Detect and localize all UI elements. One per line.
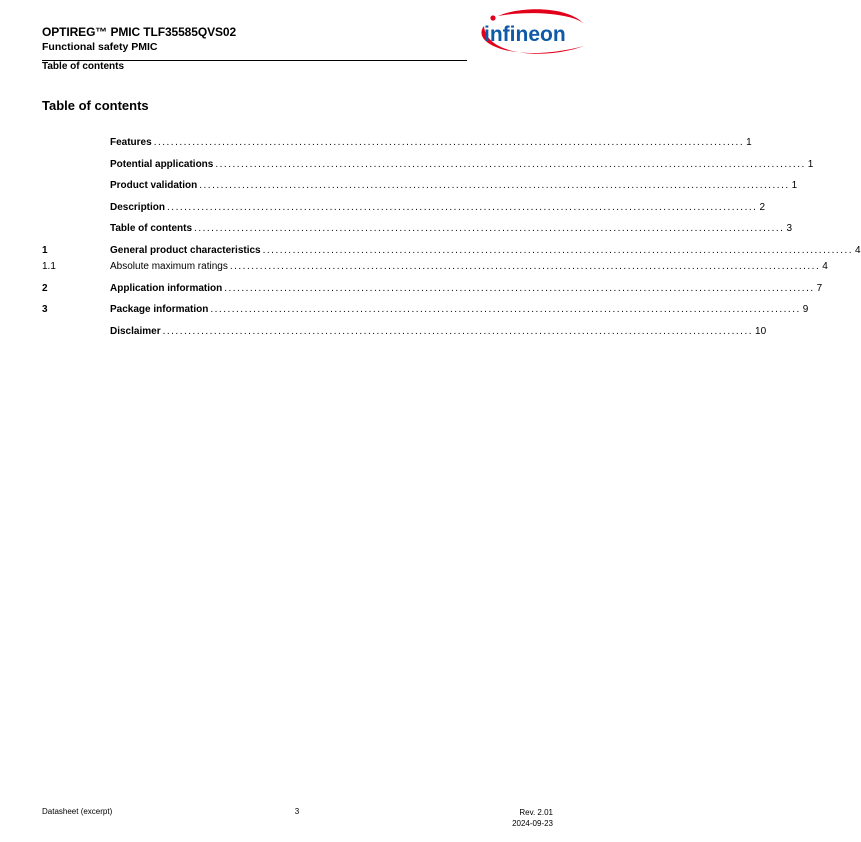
toc-entry-page[interactable]: 3 bbox=[786, 223, 793, 234]
toc-entry-title[interactable]: Features bbox=[110, 137, 152, 148]
toc-entry-line bbox=[110, 202, 765, 213]
footer-document-type: Datasheet (excerpt) bbox=[42, 807, 113, 816]
toc-entry-line bbox=[110, 261, 828, 272]
toc-entry[interactable] bbox=[42, 159, 814, 173]
toc-entry-page[interactable]: 1 bbox=[746, 137, 752, 148]
footer-date: 2024-09-23 bbox=[512, 819, 553, 828]
toc-leader-dots: .......................................................................................................................................... bbox=[194, 223, 785, 234]
toc-leader-dots: .......................................................................................................................................... bbox=[215, 159, 806, 170]
toc-leader-dots: .......................................................................................................................................... bbox=[210, 304, 801, 315]
toc-entry-title[interactable]: General product characteristics bbox=[110, 245, 261, 256]
toc-entry-line bbox=[110, 283, 823, 294]
toc-leader-dots: .......................................................................................................................................... bbox=[224, 283, 815, 294]
toc-entry-line bbox=[110, 326, 767, 337]
toc-entry-title[interactable]: Table of contents bbox=[110, 223, 193, 234]
toc-leader-dots: .......................................................................................................................................... bbox=[229, 261, 821, 272]
footer-revision: Rev. 2.01 bbox=[519, 808, 553, 817]
toc-entry-line bbox=[110, 137, 752, 148]
logo-wordmark: infineon bbox=[484, 23, 566, 46]
toc-entry-title[interactable]: Package information bbox=[110, 304, 209, 315]
toc-entry-number: 2 bbox=[42, 283, 48, 294]
toc-entry-title[interactable]: Disclaimer bbox=[110, 326, 161, 337]
toc-entry-title[interactable]: Absolute maximum ratings bbox=[110, 261, 228, 272]
toc-leader-dots: .......................................................................................................................................... bbox=[167, 202, 758, 213]
toc-leader-dots: .......................................................................................................................................... bbox=[153, 137, 745, 148]
toc-entry-line bbox=[110, 245, 861, 256]
toc-entry-title[interactable]: Application information bbox=[110, 283, 223, 294]
toc-entry-page[interactable]: 4 bbox=[855, 245, 861, 256]
document-title: OPTIREG™ PMIC TLF35585QVS02 bbox=[42, 25, 237, 39]
toc-entry-page[interactable]: 4 bbox=[822, 261, 828, 272]
toc-entry-page[interactable]: 1 bbox=[791, 180, 798, 191]
logo-swoosh-top bbox=[498, 9, 584, 24]
toc-leader-dots: .......................................................................................................................................... bbox=[162, 326, 754, 337]
toc-entry-title[interactable]: Potential applications bbox=[110, 159, 214, 170]
toc-entry-page[interactable]: 2 bbox=[759, 202, 765, 213]
header-section-label: Table of contents bbox=[42, 61, 125, 72]
infineon-logo bbox=[476, 8, 588, 62]
footer-page-number: 3 bbox=[294, 807, 300, 816]
logo-i-dot bbox=[490, 15, 495, 20]
toc-leader-dots: .......................................................................................................................................... bbox=[262, 245, 854, 256]
toc-entry-page[interactable]: 9 bbox=[802, 304, 809, 315]
document-subtitle: Functional safety PMIC bbox=[42, 41, 158, 53]
toc-entry[interactable] bbox=[42, 245, 861, 259]
toc-entry-page[interactable]: 10 bbox=[755, 326, 767, 337]
toc-heading: Table of contents bbox=[42, 98, 149, 113]
toc-entry-number: 1.1 bbox=[42, 261, 56, 272]
toc-entry[interactable] bbox=[42, 304, 809, 318]
toc-entry[interactable] bbox=[42, 261, 828, 275]
toc-entry[interactable] bbox=[42, 283, 823, 297]
footer-revision-block bbox=[512, 807, 553, 829]
toc-entry-line bbox=[110, 159, 814, 170]
toc-entry[interactable] bbox=[42, 223, 793, 237]
toc-entry[interactable] bbox=[42, 180, 798, 194]
toc-entry[interactable] bbox=[42, 326, 767, 340]
toc-entry[interactable] bbox=[42, 137, 752, 151]
toc-entry-title[interactable]: Product validation bbox=[110, 180, 198, 191]
toc-entry-page[interactable]: 7 bbox=[816, 283, 823, 294]
toc-entry-line bbox=[110, 180, 798, 191]
toc-entry-number: 1 bbox=[42, 245, 48, 256]
toc-entry-line bbox=[110, 304, 809, 315]
toc-entry-line bbox=[110, 223, 793, 234]
toc-entry-number: 3 bbox=[42, 304, 48, 315]
toc-entry-title[interactable]: Description bbox=[110, 202, 166, 213]
toc-entry-page[interactable]: 1 bbox=[807, 159, 814, 170]
toc-entry[interactable] bbox=[42, 202, 765, 216]
toc-leader-dots: .......................................................................................................................................... bbox=[199, 180, 790, 191]
